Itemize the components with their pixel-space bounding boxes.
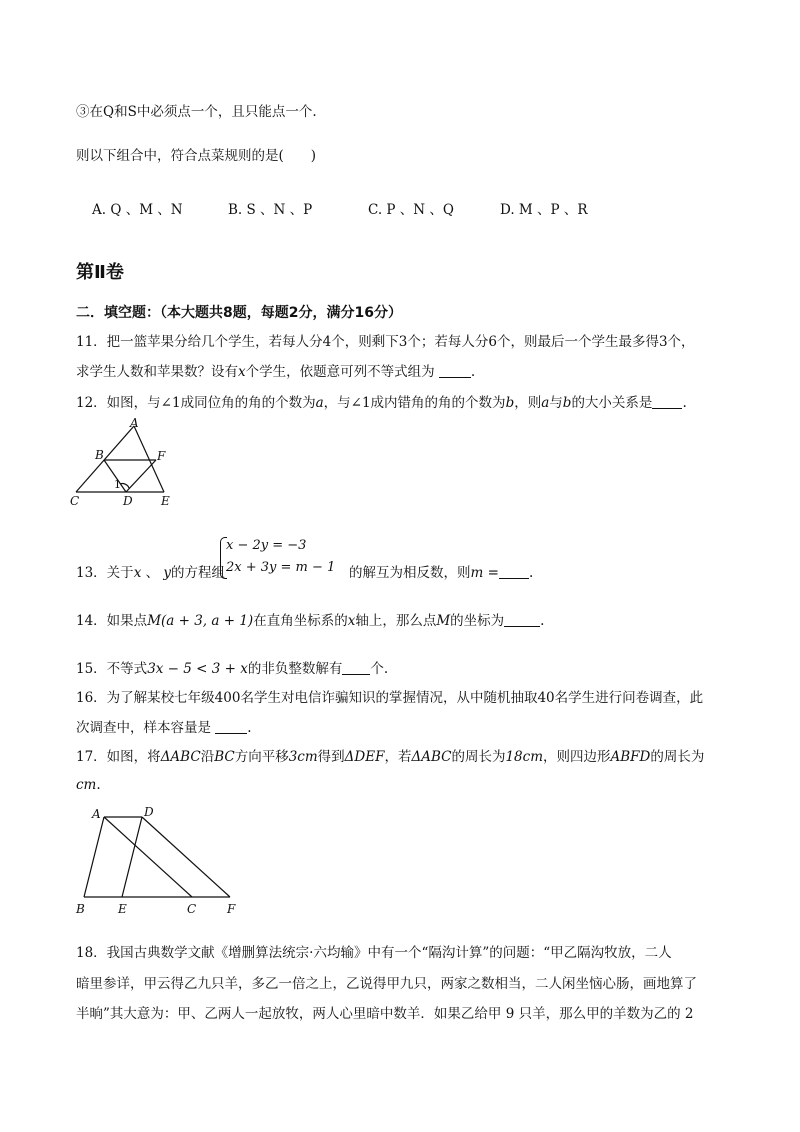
label-d: D [144, 805, 154, 819]
label-e: E [161, 494, 170, 508]
answer-blank [439, 363, 471, 378]
q12-text: 12．如图，与∠1成同位角的角的个数为a，与∠1成内错角的角的个数为b，则a与b的大小关系是 . [76, 395, 687, 411]
q15-text: 15．不等式3x − 5 < 3 + x的非负整数解有 个. [76, 661, 389, 677]
label-a: A [92, 807, 101, 821]
q10-question: 则以下组合中，符合点菜规则的是( ) [76, 148, 317, 164]
q17-line1: 17．如图，将ΔABC沿BC方向平移3cm得到ΔDEF，若ΔABC的周长为18cm，则四边形ABFD的周长为 [76, 749, 705, 765]
answer-blank [215, 719, 247, 734]
option-a: A. Q 、M 、N [92, 202, 183, 218]
label-d: D [123, 494, 133, 508]
q18-line2: 暗里参详，甲云得乙九只羊，多乙一倍之上，乙说得甲九只，两家之数相当，二人闲坐恼心肠，画地算了 [76, 976, 697, 992]
q10-rule3: ③在Q和S中必须点一个，且只能点一个. [76, 104, 317, 120]
q11-line2: 求学生人数和苹果数？设有x个学生，依题意可列不等式组为 . [76, 364, 476, 380]
q14-text: 14．如果点M(a + 3, a + 1)在直角坐标系的x轴上，那么点M的坐标为 . [76, 613, 545, 629]
label-c: C [70, 494, 80, 508]
q11-line1: 11．把一篮苹果分给几个学生，若每人分4个，则剩下3个；若每人分6个，则最后一个学生最多得3个， [76, 334, 695, 350]
q17-line2: cm. [76, 777, 101, 793]
option-d: D. M 、P 、R [500, 202, 588, 218]
q17-translation-figure [70, 805, 250, 917]
answer-blank [499, 564, 529, 579]
part-title: 第Ⅱ卷 [76, 262, 124, 283]
option-c: C. P 、N 、Q [368, 202, 454, 218]
label-b: B [95, 448, 104, 462]
label-c: C [187, 902, 197, 916]
q16-line1: 16．为了解某校七年级400名学生对电信诈骗知识的掌握情况，从中随机抽取40名学生进行问卷调查，此 [76, 690, 704, 706]
q13-text: 13．关于x 、 y的方程组 的解互为相反数，则m = . [76, 565, 534, 581]
q18-line3: 半晌”其大意为：甲、乙两人一起放牧，两人心里暗中数羊．如果乙给甲 9 只羊，那么甲的羊数为乙的 2 [76, 1006, 694, 1022]
answer-blank [342, 660, 370, 675]
option-b: B. S 、N 、P [228, 202, 313, 218]
q16-line2: 次调查中，样本容量是 . [76, 720, 252, 736]
label-a: A [130, 418, 139, 430]
label-e: E [118, 902, 127, 916]
equation-2: 2x + 3y = m − 1 [226, 560, 336, 575]
equation-1: x − 2y = −3 [226, 538, 307, 553]
label-b: B [76, 902, 85, 916]
label-f: F [157, 449, 166, 463]
q18-line1: 18．我国古典数学文献《增删算法统宗·六均输》中有一个“隔沟计算”的问题：“甲乙隔沟牧放，二人 [76, 945, 672, 961]
answer-blank [652, 394, 682, 409]
section-heading: 二．填空题：（本大题共8题，每题2分，满分16分） [76, 305, 402, 321]
label-f: F [227, 902, 236, 916]
label-angle-1: 1 [114, 478, 121, 491]
answer-blank [504, 612, 540, 627]
q12-triangle-figure [68, 418, 188, 510]
